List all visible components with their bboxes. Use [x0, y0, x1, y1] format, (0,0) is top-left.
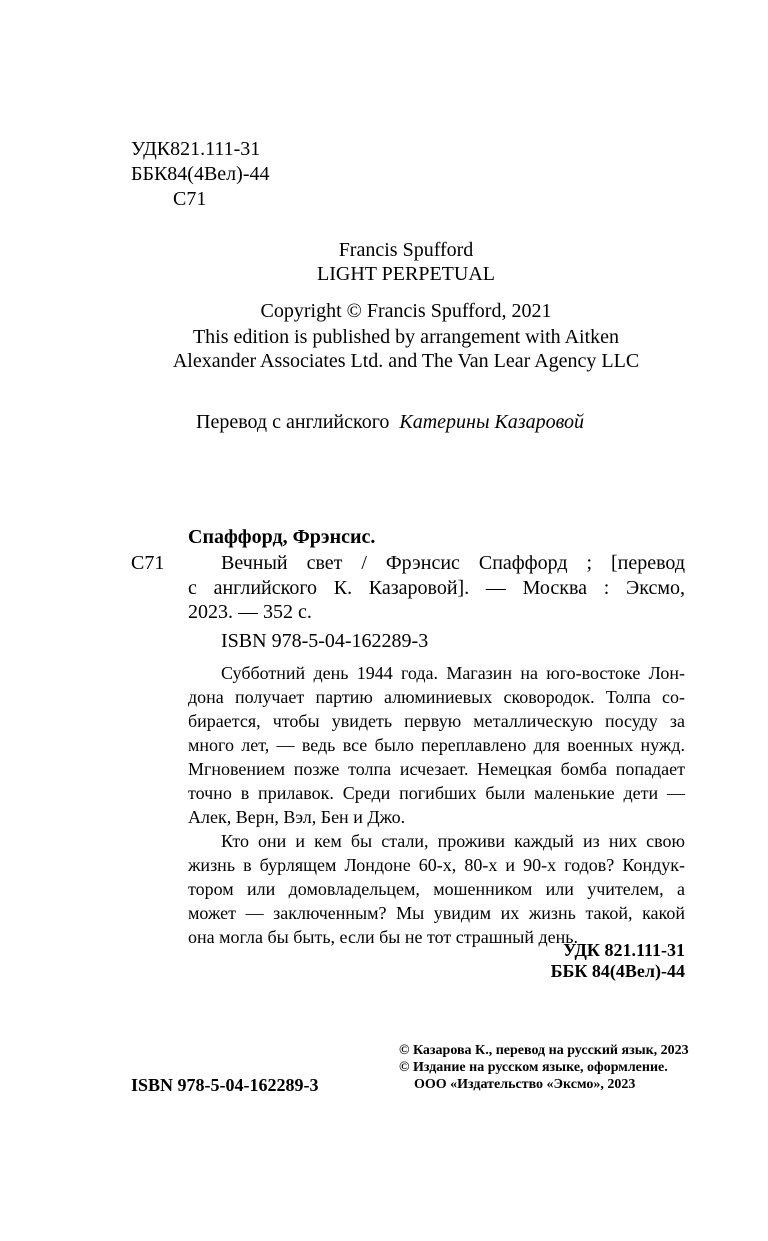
footer-copyright-3: ООО «Издательство «Эксмо», 2023: [414, 1077, 636, 1092]
index-udk: УДК 821.111-31: [563, 940, 685, 960]
bbk-code: ББК84(4Вел)-44: [131, 163, 270, 185]
annotation-line: точно в прилавок. Среди погибших были маленькие дети —: [188, 783, 685, 803]
annotation-line: Мгновением позже толпа исчезает. Немецкая бомба попадает: [188, 759, 685, 779]
edition-note-2: Alexander Associates Ltd. and The Van Lear Agency LLC: [172, 350, 640, 372]
index-bbk: ББК 84(4Вел)-44: [550, 961, 685, 981]
translator-name: Катерины Казаровой: [399, 411, 584, 433]
bib-line-1: Вечный свет / Фрэнсис Спаффорд ; [перевод: [221, 552, 685, 574]
footer-isbn: ISBN 978-5-04-162289-3: [131, 1075, 319, 1095]
translation-label: Перевод с английского: [196, 411, 390, 433]
annotation-line: жизнь в бурлящем Лондоне 60-х, 80-х и 90-х годов? Кондук-: [188, 855, 685, 875]
annotation-line: Кто они и кем бы стали, проживи каждый из них свою: [221, 831, 685, 851]
annotation-line: она могла бы быть, если бы не тот страшный день.: [188, 927, 578, 947]
udk-code: УДК821.111-31: [131, 138, 261, 160]
translation-credit: [196, 408, 584, 436]
annotation-line: дона получает партию алюминиевых сковородок. Толпа со-: [188, 687, 685, 707]
annotation-line: Алек, Верн, Вэл, Бен и Джо.: [188, 807, 406, 827]
annotation-line: много лет, — ведь все было переплавлено для военных нужд.: [188, 735, 685, 755]
annotation-line: тором или домовладельцем, мошенником или учителем, а: [188, 879, 685, 899]
annotation-line: может — заключенным? Мы увидим их жизнь такой, какой: [188, 903, 685, 923]
annotation-line: Субботний день 1944 года. Магазин на юго-востоке Лон-: [221, 663, 685, 683]
bib-isbn: ISBN 978-5-04-162289-3: [221, 630, 429, 652]
bib-line-3: 2023. — 352 с.: [188, 601, 312, 623]
bib-mark: С71: [131, 552, 165, 574]
bib-line-2: с английского К. Казаровой]. — Москва : Эксмо,: [188, 577, 685, 599]
edition-note-1: This edition is published by arrangement with Aitken: [192, 326, 620, 348]
bib-author-heading: Спаффорд, Фрэнсис.: [188, 526, 376, 548]
footer-copyright-1: © Казарова К., перевод на русский язык, 2023: [399, 1043, 689, 1058]
original-author: Francis Spufford: [338, 239, 474, 261]
annotation: [188, 661, 685, 949]
footer-copyright-2: © Издание на русском языке, оформление.: [399, 1060, 668, 1075]
annotation-line: бирается, чтобы увидеть первую металлическую посуду за: [188, 711, 685, 731]
copyright-line: Copyright © Francis Spufford, 2021: [260, 300, 552, 322]
original-title: LIGHT PERPETUAL: [317, 263, 495, 285]
author-mark: С71: [173, 188, 207, 210]
